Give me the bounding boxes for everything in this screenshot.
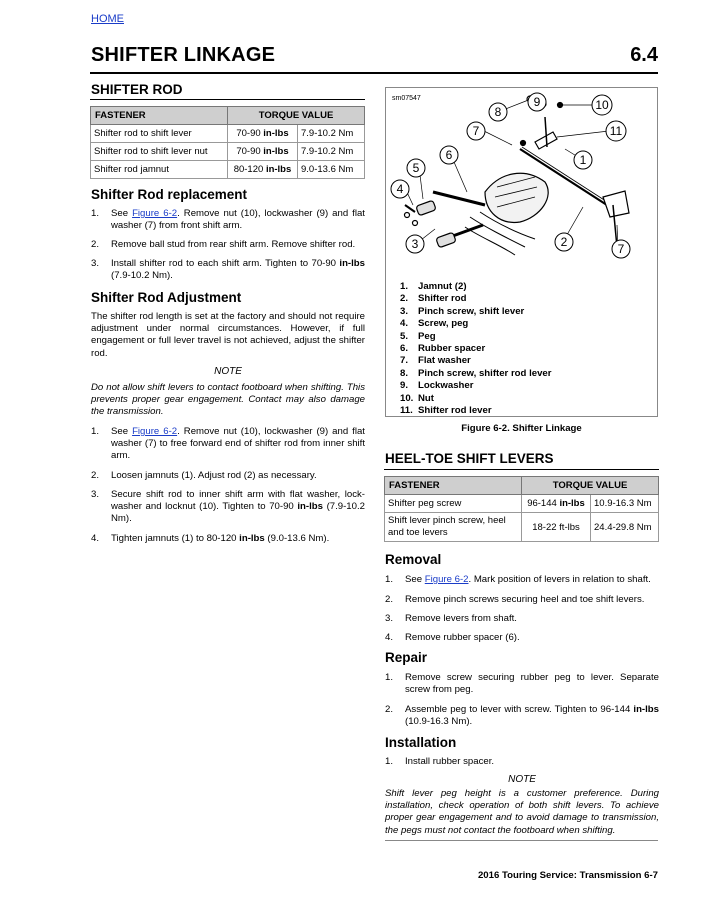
callout-6 — [440, 146, 458, 164]
table-header-row — [385, 477, 659, 495]
list-item: 3. Install shifter rod to each shift arm. Tighten to 70-90 in-lbs (7.9-10.2 Nm). — [91, 258, 365, 282]
legend-item: 7. Flat washer — [400, 355, 471, 367]
fastener-cell: Shifter rod to shift lever nut — [91, 143, 228, 161]
svg-text:3: 3 — [411, 237, 419, 251]
note-text: Shift lever peg height is a customer preference. During installation, check operation of both shift levers. To achieve proper gear engagement and to avoid damage to transmission, the pegs must not contact the footboard when shifting. — [385, 788, 659, 836]
torque-cell: 96-144 in-lbs — [522, 495, 591, 513]
legend-item: 3. Pinch screw, shift lever — [400, 305, 525, 317]
heel-toe-torque-table — [384, 476, 659, 542]
metric-cell: 10.9-16.3 Nm — [591, 495, 659, 513]
callout-11 — [606, 121, 626, 141]
list-item: 3. Remove levers from shaft. — [385, 613, 517, 624]
column-header: TORQUE VALUE — [228, 107, 365, 125]
callout-7 — [612, 240, 630, 258]
repair-heading: Repair — [385, 650, 428, 665]
metric-cell: 24.4-29.8 Nm — [591, 513, 659, 542]
installation-heading: Installation — [385, 735, 457, 750]
fastener-cell: Shift lever pinch screw, heel and toe levers — [385, 513, 522, 542]
removal-heading: Removal — [385, 552, 442, 567]
svg-text:6: 6 — [445, 148, 453, 162]
svg-text:2: 2 — [560, 235, 568, 249]
torque-cell: 80-120 in-lbs — [228, 161, 298, 179]
section-number: 6.4 — [630, 44, 658, 66]
callout-4 — [391, 180, 409, 198]
column-header: FASTENER — [91, 107, 228, 125]
callout-10 — [592, 95, 612, 115]
figure-link[interactable]: Figure 6-2 — [424, 574, 469, 585]
table-row — [91, 161, 365, 179]
list-item: 3. Secure shift rod to inner shift arm with flat washer, lock-washer and locknut (10). Tighten to 70-90 in-lbs (7.9-10.2 Nm). — [91, 489, 365, 525]
note-text: Do not allow shift levers to contact footboard when shifting. This prevents proper gear engagement. Contact may also damage the transmission. — [91, 382, 365, 418]
table-row — [385, 495, 659, 513]
legend-item: 5. Peg — [400, 330, 436, 342]
list-item: 1. See Figure 6-2. Remove nut (10), lockwasher (9) and flat washer (7) to free forward end of shifter rod from inner shift arm. — [91, 426, 365, 462]
section-title: SHIFTER LINKAGE — [91, 44, 276, 66]
figure-legend — [400, 281, 551, 417]
metric-cell: 9.0-13.6 Nm — [298, 161, 365, 179]
list-item: 2. Remove pinch screws securing heel and toe shift levers. — [385, 594, 645, 605]
svg-text:11: 11 — [609, 124, 623, 138]
list-item: 1. Install rubber spacer. — [385, 756, 495, 767]
table-row — [91, 125, 365, 143]
legend-item: 1. Jamnut (2) — [400, 281, 467, 292]
title-rule — [90, 72, 658, 74]
callout-7 — [467, 122, 485, 140]
legend-item: 4. Screw, peg — [400, 318, 469, 330]
list-item: 1. Remove screw securing rubber peg to lever. Separate screw from peg. — [385, 672, 659, 696]
legend-item: 10. Nut — [400, 392, 434, 404]
shifter-rod-heading: SHIFTER ROD — [91, 82, 183, 97]
column-header: TORQUE VALUE — [522, 477, 659, 495]
heel-toe-heading: HEEL-TOE SHIFT LEVERS — [385, 451, 554, 466]
table-row — [91, 143, 365, 161]
callout-1 — [574, 151, 592, 169]
svg-text:8: 8 — [494, 105, 502, 119]
heading-rule — [90, 99, 365, 100]
svg-text:7: 7 — [472, 124, 480, 138]
legend-item: 6. Rubber spacer — [400, 343, 486, 355]
figure-link[interactable]: Figure 6-2 — [132, 208, 178, 219]
shifter-linkage-illustration — [385, 87, 658, 277]
figure-code: sm07547 — [392, 95, 421, 102]
callout-2 — [555, 233, 573, 251]
table-row — [385, 513, 659, 542]
list-item: 1. See Figure 6-2. Mark position of levers in relation to shaft. — [385, 574, 651, 585]
list-item: 4. Tighten jamnuts (1) to 80-120 in-lbs (9.0-13.6 Nm). — [91, 533, 330, 544]
heading-rule — [384, 469, 659, 470]
svg-text:5: 5 — [412, 161, 420, 175]
callout-8 — [489, 103, 507, 121]
replacement-heading: Shifter Rod replacement — [91, 187, 248, 202]
callout-5 — [407, 159, 425, 177]
list-item: 2. Loosen jamnuts (1). Adjust rod (2) as necessary. — [91, 470, 317, 481]
legend-item: 11. Shifter rod lever — [400, 405, 492, 417]
table-header-row — [91, 107, 365, 125]
metric-cell: 7.9-10.2 Nm — [298, 143, 365, 161]
adjustment-intro: The shifter rod length is set at the factory and should not require adjustment under normal circumstances. However, if full engagement or full lever travel is not achieved, adjust the shifter rod. — [91, 311, 365, 359]
legend-item: 2. Shifter rod — [400, 293, 467, 305]
home-link[interactable]: HOME — [91, 13, 124, 25]
svg-text:1: 1 — [579, 153, 587, 167]
legend-item: 8. Pinch screw, shifter rod lever — [400, 367, 552, 379]
torque-cell: 18-22 ft-lbs — [522, 513, 591, 542]
legend-item: 9. Lockwasher — [400, 380, 474, 392]
note-heading: NOTE — [214, 366, 242, 377]
svg-text:4: 4 — [396, 182, 404, 196]
callout-3 — [406, 235, 424, 253]
figure-caption: Figure 6-2. Shifter Linkage — [461, 423, 582, 434]
torque-cell: 70-90 in-lbs — [228, 125, 298, 143]
page-footer: 2016 Touring Service: Transmission 6-7 — [477, 870, 658, 881]
list-item: 4. Remove rubber spacer (6). — [385, 632, 520, 643]
figure-link[interactable]: Figure 6-2 — [132, 426, 178, 437]
metric-cell: 7.9-10.2 Nm — [298, 125, 365, 143]
note-heading: NOTE — [508, 774, 536, 785]
adjustment-heading: Shifter Rod Adjustment — [91, 290, 242, 305]
fastener-cell: Shifter peg screw — [385, 495, 522, 513]
fastener-cell: Shifter rod jamnut — [91, 161, 228, 179]
svg-text:9: 9 — [533, 95, 541, 109]
svg-text:10: 10 — [595, 98, 609, 112]
callout-9 — [528, 93, 546, 111]
list-item: 2. Assemble peg to lever with screw. Tighten to 96-144 in-lbs (10.9-16.3 Nm). — [385, 704, 659, 728]
column-end-rule — [385, 840, 658, 841]
column-header: FASTENER — [385, 477, 522, 495]
shifter-rod-torque-table — [90, 106, 365, 179]
fastener-cell: Shifter rod to shift lever — [91, 125, 228, 143]
list-item: 2. Remove ball stud from rear shift arm. Remove shifter rod. — [91, 239, 356, 250]
list-item: 1. See Figure 6-2. Remove nut (10), lockwasher (9) and flat washer (7) from front shift arm. — [91, 208, 365, 232]
torque-cell: 70-90 in-lbs — [228, 143, 298, 161]
svg-text:7: 7 — [617, 242, 625, 256]
